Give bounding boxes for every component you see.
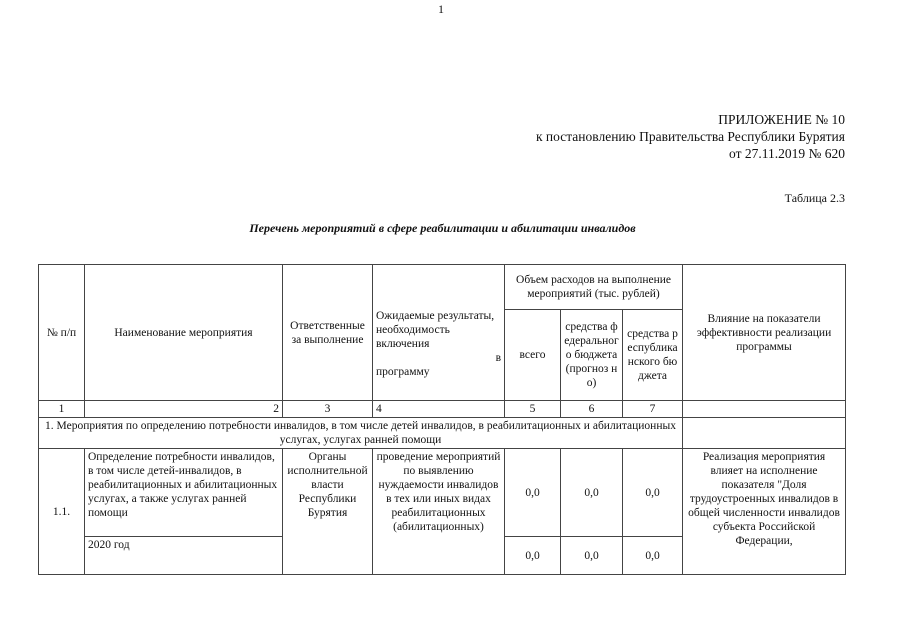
header-expenses: Объем расходов на выполнение мероприятий (тыс. рублей) <box>505 265 683 310</box>
row-responsible: Органы исполнительной власти Республики Бурятия <box>283 449 373 575</box>
row-republic-value: 0,0 <box>623 449 683 537</box>
header-num: № п/п <box>39 265 85 401</box>
row-number: 1.1. <box>39 449 85 575</box>
appendix-date: от 27.11.2019 № 620 <box>729 146 845 161</box>
header-responsible: Ответственные за выполнение <box>283 265 373 401</box>
row-year-federal-value: 0,0 <box>561 537 623 575</box>
header-republic: средства республиканского бюджета <box>623 310 683 401</box>
table-reference: Таблица 2.3 <box>784 191 845 205</box>
document-title: Перечень мероприятий в сфере реабилитации и абилитации инвалидов <box>249 221 636 235</box>
section-row <box>39 418 846 449</box>
col-number: 3 <box>283 401 373 418</box>
col-number: 4 <box>373 401 505 418</box>
header-expected-text: Ожидаемые результаты, необходимость включения <box>376 310 495 350</box>
column-numbers-row <box>39 401 846 418</box>
measures-table <box>38 264 846 575</box>
header-expected-line <box>376 351 501 365</box>
header-impact: Влияние на показатели эффективности реализации программы <box>683 265 846 401</box>
row-name: Определение потребности инвалидов, в том числе детей-инвалидов, в реабилитационных и абилитационных услугах, а также услугах ранней помощи <box>85 449 283 537</box>
col-number <box>683 401 846 418</box>
appendix-header <box>536 111 845 162</box>
header-expected <box>373 265 505 401</box>
appendix-title: ПРИЛОЖЕНИЕ № 10 <box>718 112 845 127</box>
header-row-1 <box>39 265 846 310</box>
row-total-value: 0,0 <box>505 449 561 537</box>
page-number: 1 <box>438 2 444 16</box>
table-row <box>39 449 846 537</box>
header-expected-in: в <box>495 352 501 364</box>
section-impact-cell <box>683 418 846 449</box>
col-number: 7 <box>623 401 683 418</box>
row-year: 2020 год <box>85 537 283 575</box>
col-number: 5 <box>505 401 561 418</box>
row-year-total-value: 0,0 <box>505 537 561 575</box>
row-year-republic-value: 0,0 <box>623 537 683 575</box>
row-expected: проведение мероприятий по выявлению нуждаемости инвалидов в тех или иных видах реабилитационных (абилитационных) <box>373 449 505 575</box>
row-impact: Реализация мероприятия влияет на исполнение показателя "Доля трудоустроенных инвалидов в общей численности инвалидов субъекта Российской Федерации, <box>683 449 846 575</box>
appendix-decree: к постановлению Правительства Республики Бурятия <box>536 129 845 144</box>
row-federal-value: 0,0 <box>561 449 623 537</box>
header-expected-program: программу <box>376 366 430 378</box>
section-heading: 1. Мероприятия по определению потребности инвалидов, в том числе детей инвалидов, в реабилитационных и абилитационных услугах, услугах ранней помощи <box>39 418 683 449</box>
header-federal: средства федерального бюджета (прогноз но) <box>561 310 623 401</box>
col-number: 6 <box>561 401 623 418</box>
header-name: Наименование мероприятия <box>85 265 283 401</box>
col-number: 2 <box>85 401 283 418</box>
col-number: 1 <box>39 401 85 418</box>
header-total: всего <box>505 310 561 401</box>
